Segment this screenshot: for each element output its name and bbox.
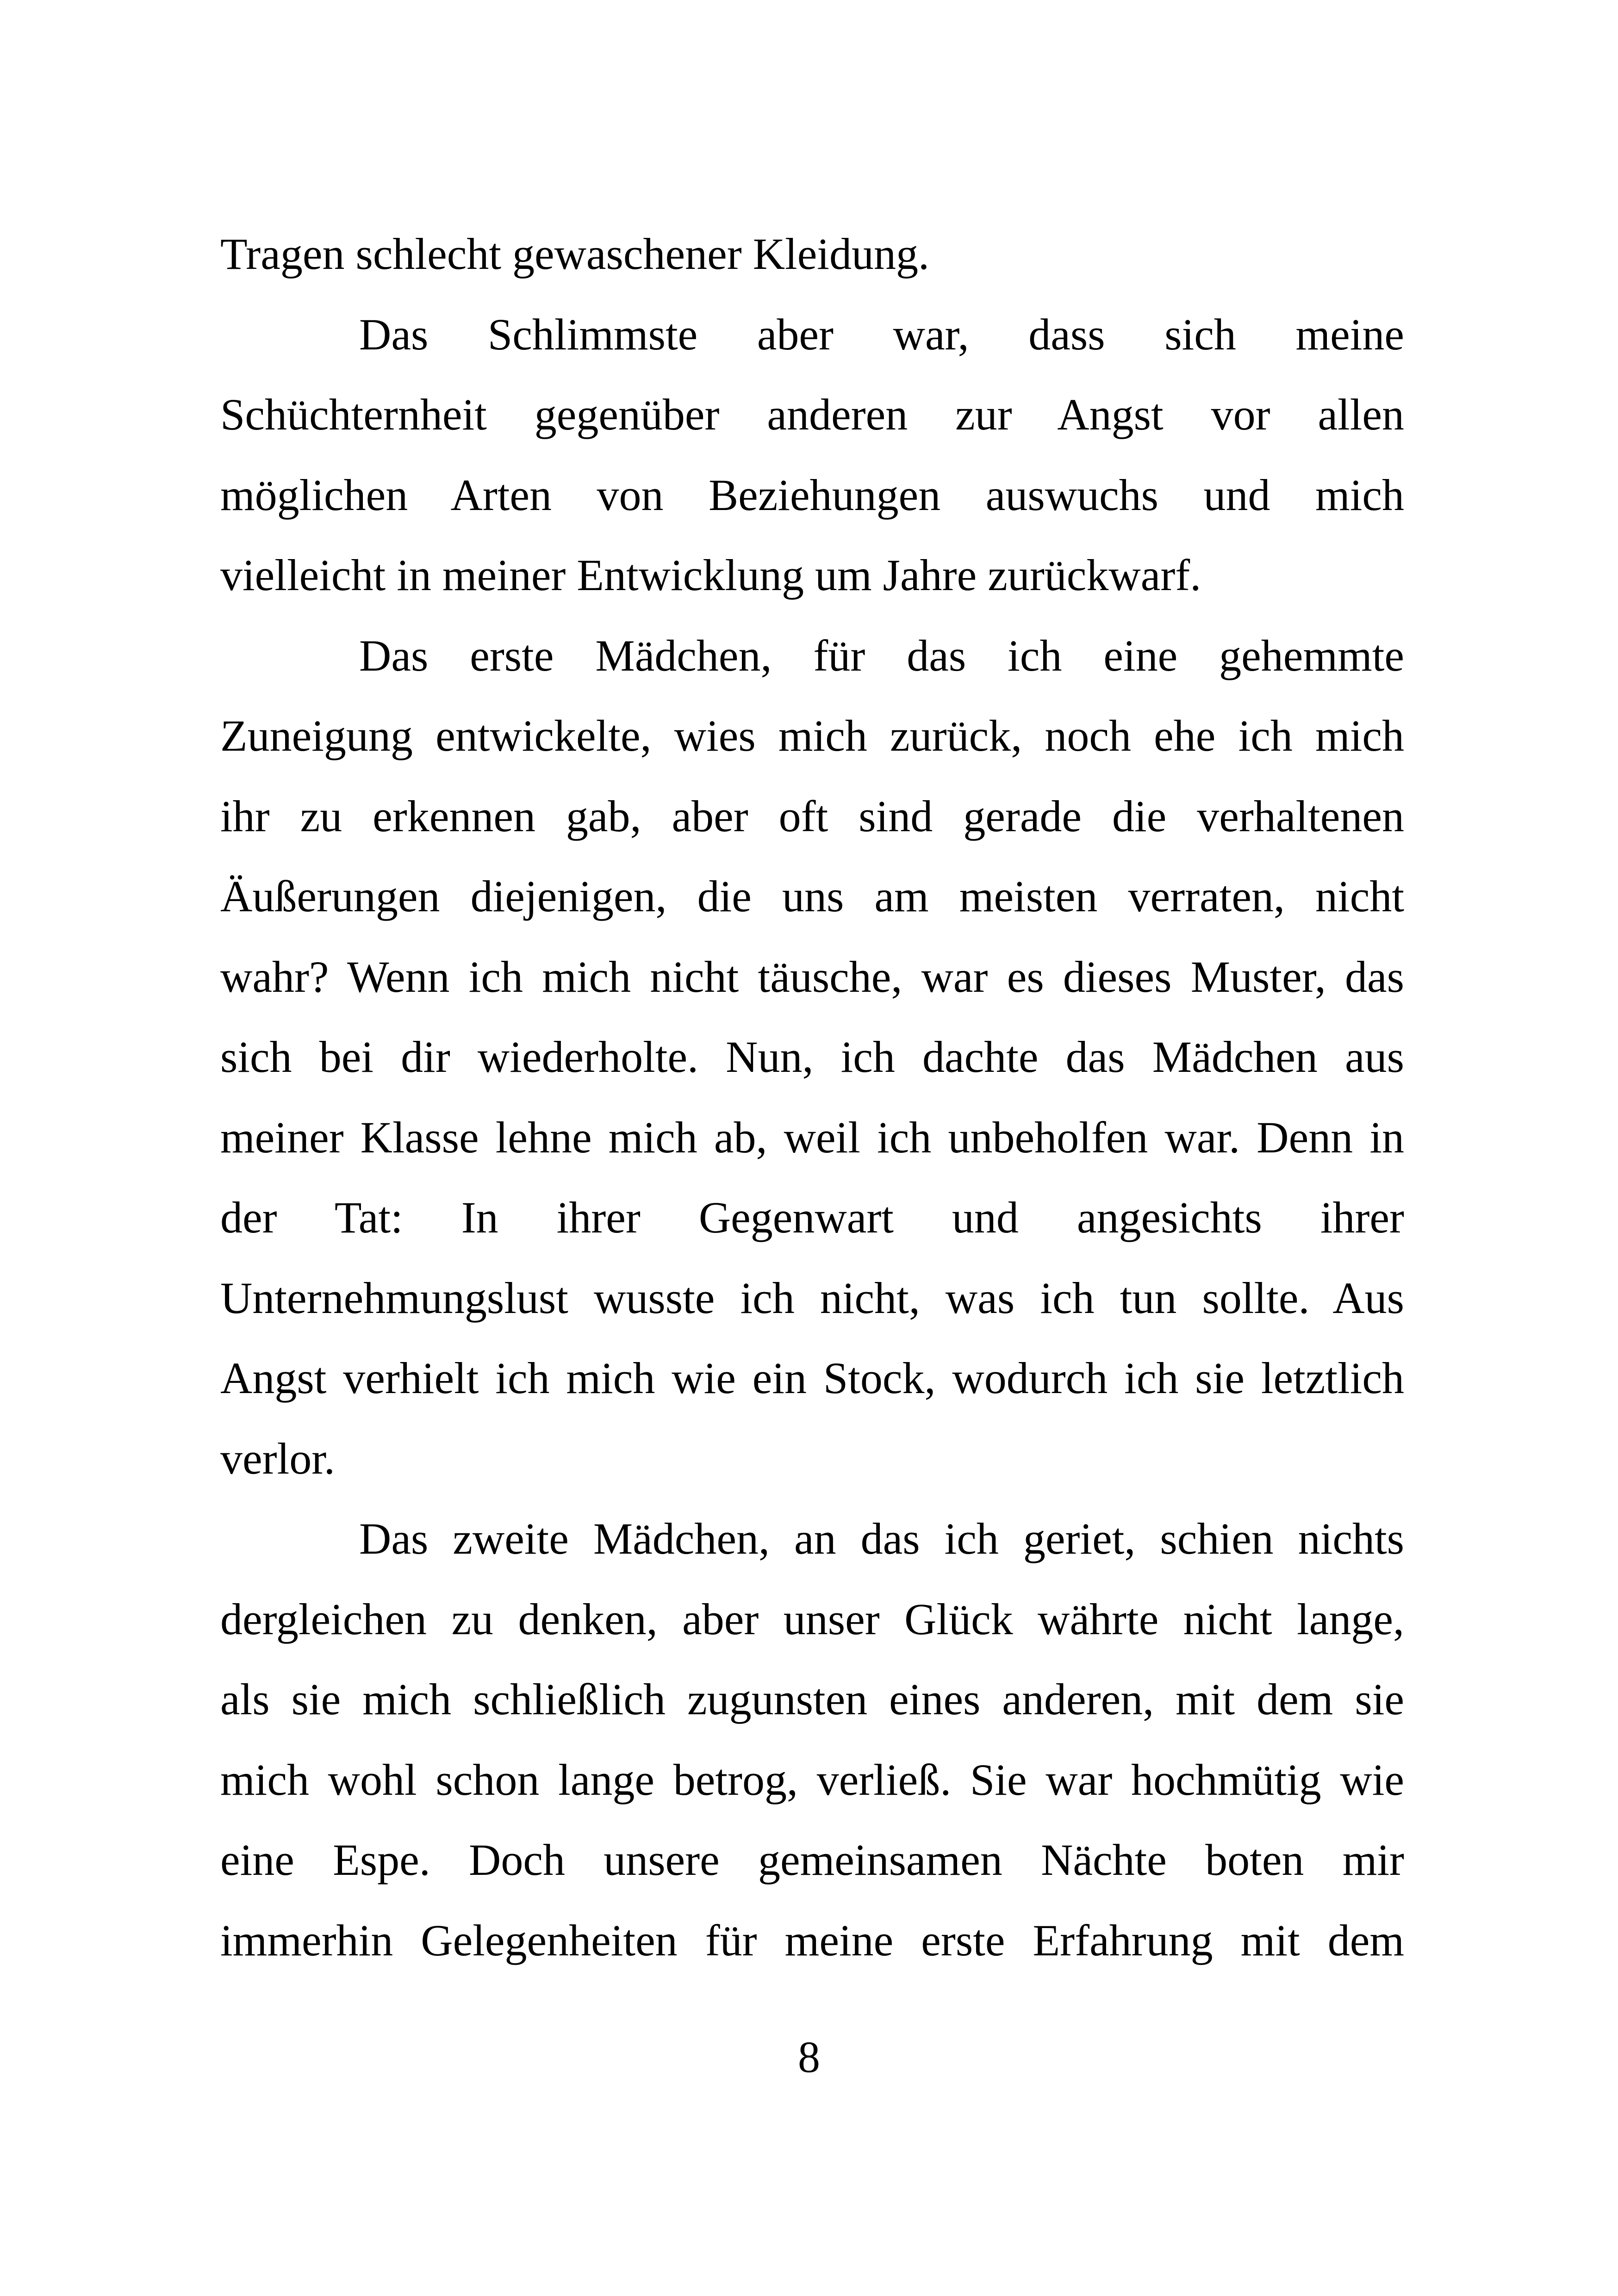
text-line: als sie mich schließlich zugunsten eines anderen, mit dem sie	[220, 1674, 1404, 1724]
text-line: vielleicht in meiner Entwicklung um Jahre zurückwarf.	[220, 550, 1201, 600]
text-line: Tragen schlecht gewaschener Kleidung.	[220, 229, 929, 279]
text-line: immerhin Gelegenheiten für meine erste Erfahrung mit dem	[220, 1915, 1404, 1965]
text-line: eine Espe. Doch unsere gemeinsamen Nächte boten mir	[220, 1835, 1404, 1885]
text-line: dergleichen zu denken, aber unser Glück währte nicht lange,	[220, 1594, 1404, 1644]
text-line: Äußerungen diejenigen, die uns am meisten verraten, nicht	[220, 871, 1404, 921]
text-line: ihr zu erkennen gab, aber oft sind gerade die verhaltenen	[220, 791, 1404, 841]
text-line: Zuneigung entwickelte, wies mich zurück, noch ehe ich mich	[220, 711, 1404, 760]
text-line: sich bei dir wiederholte. Nun, ich dachte das Mädchen aus	[220, 1032, 1404, 1082]
text-line: Das Schlimmste aber war, dass sich meine	[359, 309, 1404, 359]
text-line: Das erste Mädchen, für das ich eine gehemmte	[359, 630, 1404, 680]
text-line: möglichen Arten von Beziehungen auswuchs und mich	[220, 470, 1404, 520]
text-line: Angst verhielt ich mich wie ein Stock, wodurch ich sie letztlich	[220, 1353, 1404, 1403]
page-number: 8	[798, 2032, 820, 2082]
text-line: Schüchternheit gegenüber anderen zur Angst vor allen	[220, 390, 1404, 439]
text-line: wahr? Wenn ich mich nicht täusche, war es dieses Muster, das	[220, 952, 1404, 1002]
text-line: der Tat: In ihrer Gegenwart und angesichts ihrer	[220, 1193, 1404, 1242]
text-line: meiner Klasse lehne mich ab, weil ich unbeholfen war. Denn in	[220, 1112, 1404, 1162]
text-line: Unternehmungslust wusste ich nicht, was ich tun sollte. Aus	[220, 1273, 1404, 1323]
text-line: Das zweite Mädchen, an das ich geriet, schien nichts	[359, 1514, 1404, 1563]
text-line: verlor.	[220, 1433, 335, 1483]
text-line: mich wohl schon lange betrog, verließ. Sie war hochmütig wie	[220, 1755, 1404, 1804]
body-text	[220, 214, 1404, 1980]
